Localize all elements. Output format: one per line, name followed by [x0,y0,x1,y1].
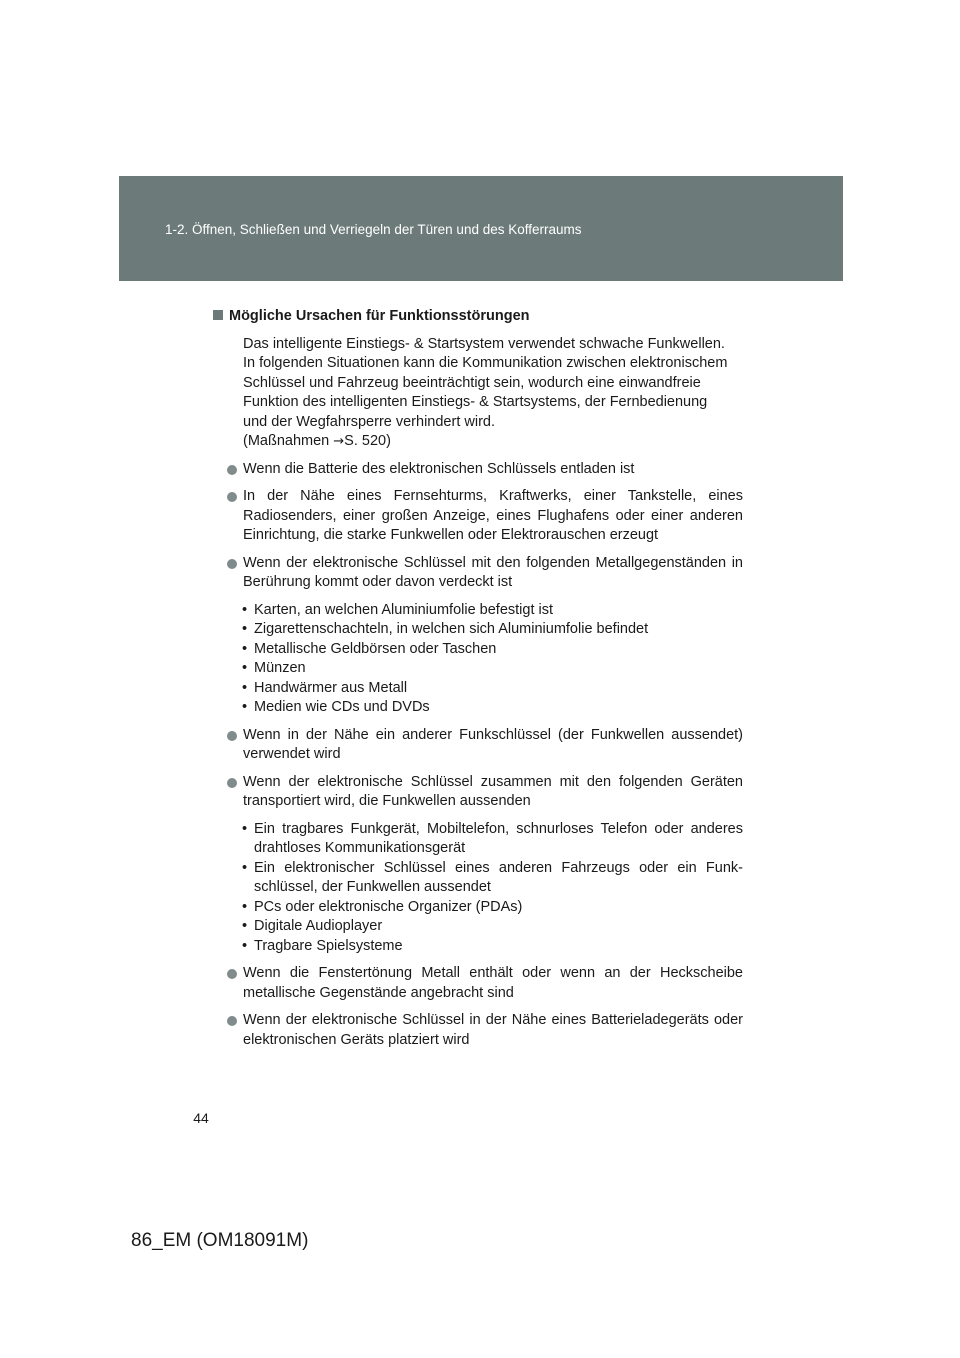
bullet-icon: • [242,898,248,915]
square-bullet-icon [213,310,223,320]
sub-list [213,601,743,718]
page-number: 44 [193,1110,209,1126]
bullet-icon: • [242,937,248,954]
sub-list-text: Münzen [254,660,306,676]
bullet-icon: • [242,601,248,618]
page-reference-link[interactable]: S. 520) [344,433,391,449]
condition-text: Wenn der elektronische Schlüssel in der Nähe eines Batterieladegeräts oder elektronischen Geräts platziert wird [243,1012,743,1048]
condition-text: Wenn der elektronische Schlüssel zusammen mit den folgenden Geräten transportiert wird, die Funkwellen aussenden [243,773,743,809]
condition-item [213,726,743,765]
sub-list-text: Tragbare Spielsysteme [254,937,403,954]
condition-item [213,1011,743,1050]
condition-item [213,487,743,546]
sub-list-item [213,820,743,859]
intro-line: Funktion des intelligenten Einstiegs- & Startsystems, der Fernbedienung [243,394,708,410]
intro-line: Schlüssel und Fahrzeug beeinträchtigt sein, wodurch eine einwandfreie [243,374,701,391]
sub-list-item [213,659,743,679]
sub-list-text: Medien wie CDs und DVDs [254,699,430,715]
sub-list-text: Karten, an welchen Aluminiumfolie befestigt ist [254,601,554,618]
measures-reference [243,432,743,452]
sub-list-text: Zigarettenschachteln, in welchen sich Aluminiumfolie befindet [254,621,649,637]
sub-list-text: Handwärmer aus Metall [254,679,408,696]
header-band [119,176,843,281]
intro-line: und der Wegfahrsperre verhindert wird. [243,413,495,430]
condition-text: Wenn die Fenstertönung Metall enthält oder wenn an der Heckscheibe metallische Gegenstände angebracht sind [243,965,743,1001]
condition-text: Wenn der elektronische Schlüssel mit den folgenden Metallgegenständen in Berührung kommt oder davon verdeckt ist [243,554,743,590]
condition-item [213,554,743,593]
sub-list-item [213,859,743,898]
page-content [213,307,743,1058]
bullet-icon: • [242,660,248,676]
bullet-icon: • [242,621,248,637]
sub-list-item [213,698,743,718]
section-heading [213,307,743,327]
intro-line: Das intelligente Einstiegs- & Startsystem verwendet schwache Funkwellen. [243,335,725,352]
sub-list-item [213,898,743,918]
bullet-icon: • [242,859,248,876]
condition-text: In der Nähe eines Fernsehturms, Kraftwerks, einer Tankstelle, eines Radiosenders, einer großen Anzeige, eines Flughafens oder einer anderen Einrichtung, die starke Funkwellen oder Elektrorauschen erzeugt [243,488,743,543]
circle-bullet-icon [227,731,237,741]
sub-list-text: Ein elektronischer Schlüssel eines anderen Fahrzeugs oder ein Funkschlüssel, der Funkwellen aussendet [254,859,743,895]
sub-list-text: Metallische Geldbörsen oder Taschen [254,640,497,657]
sub-list-item [213,917,743,937]
condition-text: Wenn die Batterie des elektronischen Schlüssels entladen ist [243,460,635,477]
conditions-list [213,460,743,1051]
sub-list-item [213,679,743,699]
intro-paragraph [243,335,743,452]
manual-code: 86_EM (OM18091M) [131,1230,309,1251]
condition-text: Wenn in der Nähe ein anderer Funkschlüssel (der Funkwellen aussendet) verwendet wird [243,726,743,762]
sub-list-item [213,620,743,640]
bullet-icon: • [242,918,248,934]
condition-item [213,964,743,1003]
condition-item [213,773,743,812]
sub-list-item [213,601,743,621]
sub-list-text: PCs oder elektronische Organizer (PDAs) [254,898,523,915]
circle-bullet-icon [227,559,237,569]
measures-prefix: (Maßnahmen [243,433,334,449]
bullet-icon: • [242,699,248,715]
bullet-icon: • [242,820,248,837]
sub-list-text: Digitale Audioplayer [254,918,383,934]
arrow-right-icon: → [333,434,345,449]
chapter-title: 1-2. Öffnen, Schließen und Verriegeln der Türen und des Kofferraums [165,222,582,237]
sub-list-text: Ein tragbares Funkgerät, Mobiltelefon, schnurloses Telefon oder anderes drahtloses Kommunikationsgerät [254,820,743,856]
circle-bullet-icon [227,1016,237,1026]
circle-bullet-icon [227,492,237,502]
sub-list [213,820,743,957]
circle-bullet-icon [227,465,237,475]
bullet-icon: • [242,679,248,696]
sub-list-item [213,640,743,660]
circle-bullet-icon [227,969,237,979]
condition-item [213,460,743,480]
bullet-icon: • [242,640,248,657]
section-heading-text: Mögliche Ursachen für Funktionsstörungen [229,308,530,324]
intro-line: In folgenden Situationen kann die Kommunikation zwischen elektronischem [243,355,728,371]
sub-list-item [213,937,743,957]
circle-bullet-icon [227,778,237,788]
